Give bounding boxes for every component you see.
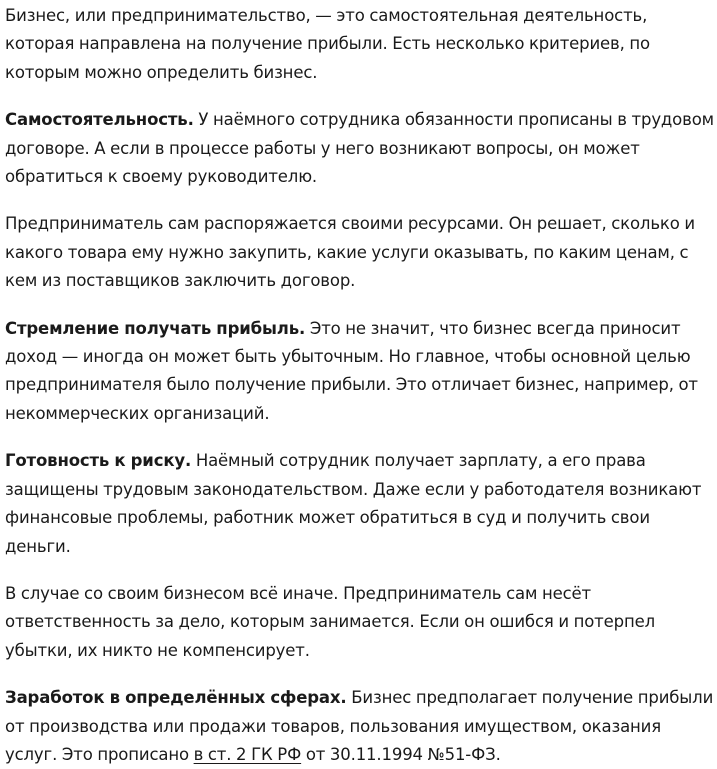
paragraph-text-tail: от 30.11.1994 №51-ФЗ. — [301, 744, 501, 764]
paragraph-text: Это не значит, что бизнес всегда приносит доход — иногда он может быть убыточным. Но главное, чтобы основной целью предпринимателя было получение прибыли. Это отличает бизнес, например, от некоммерческих организаций. — [5, 318, 698, 423]
paragraph-text: Предприниматель сам распоряжается своими ресурсами. Он решает, сколько и какого товара ему нужно закупить, какие услуги оказывать, по каким ценам, с кем из поставщиков заключить договор. — [5, 214, 695, 291]
paragraph-text: Бизнес предполагает получение прибыли от производства или продажи товаров, пользования имуществом, оказания услуг. Это прописано — [5, 688, 714, 764]
paragraph-text: Наёмный сотрудник получает зарплату, а его права защищены трудовым законодательством. Даже если у работодателя возникают финансовые проблемы, работник может обратиться в суд и получить свои деньги. — [5, 451, 702, 556]
paragraph-text: У наёмного сотрудника обязанности прописаны в трудовом договоре. А если в процессе работы у него возникают вопросы, он может обратиться к своему руководителю. — [5, 110, 714, 187]
paragraph-business-definition — [5, 2, 717, 87]
civil-code-article-link[interactable]: в ст. 2 ГК РФ — [193, 744, 302, 764]
criterion-heading-profit: Стремление получать прибыль. — [5, 318, 306, 338]
paragraph-entrepreneur-resources — [5, 210, 717, 295]
paragraph-text: В случае со своим бизнесом всё иначе. Предприниматель сам несёт ответственность за дело, которым занимается. Если он ошибся и потерпел убытки, их никто не компенсирует. — [5, 583, 656, 660]
criterion-heading-spheres: Заработок в определённых сферах. — [5, 688, 347, 708]
paragraph-earning-spheres — [5, 684, 717, 769]
criterion-heading-independence: Самостоятельность. — [5, 110, 194, 130]
paragraph-independence — [5, 106, 717, 191]
paragraph-risk-readiness — [5, 447, 717, 561]
paragraph-own-business-risk — [5, 580, 717, 665]
paragraph-profit-seeking — [5, 315, 717, 429]
criterion-heading-risk: Готовность к риску. — [5, 451, 192, 471]
paragraph-text: Бизнес, или предпринимательство, — это самостоятельная деятельность, которая направлена на получение прибыли. Есть несколько критериев, по которым можно определить бизнес. — [5, 6, 651, 82]
